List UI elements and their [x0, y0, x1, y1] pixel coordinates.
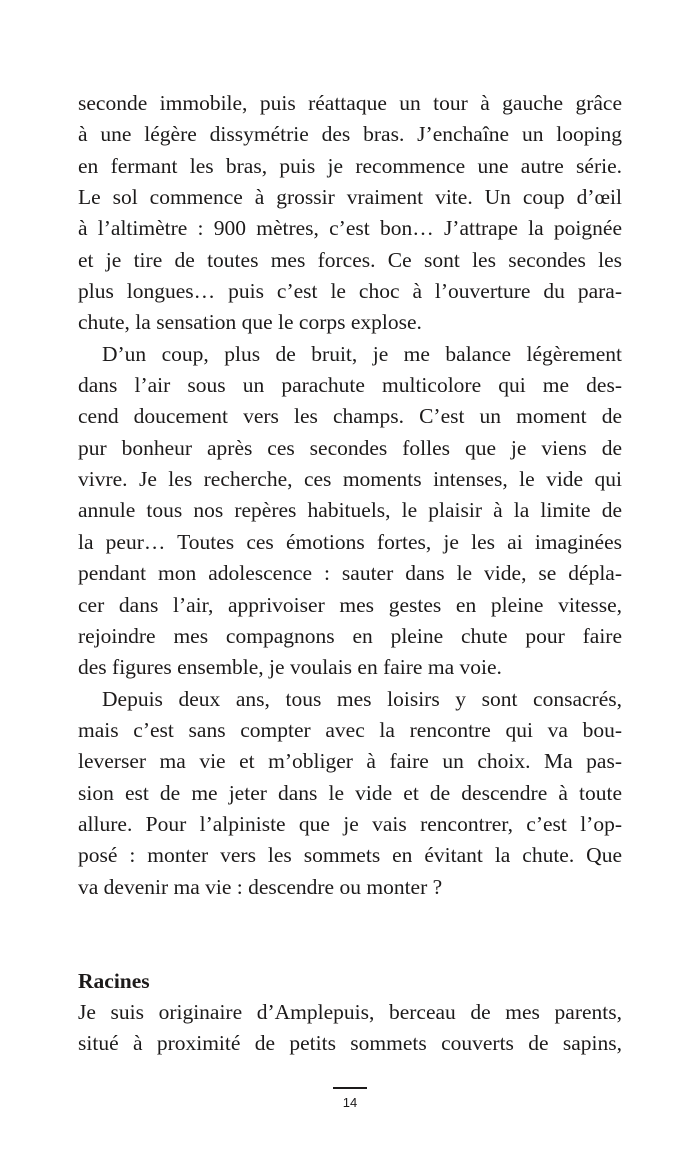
text-line: cer dans l’air, apprivoiser mes gestes en pleine vitesse, [78, 592, 622, 617]
section-spacer [78, 903, 622, 966]
text-line: mais c’est sans compter avec la rencontre qui va bou- [78, 717, 622, 742]
text-line: Je suis originaire d’Amplepuis, berceau de mes parents, [78, 999, 622, 1024]
section-heading: Racines [78, 968, 150, 993]
text-line: et je tire de toutes mes forces. Ce sont les secondes les [78, 247, 622, 272]
text-line: seconde immobile, puis réattaque un tour à gauche grâce [78, 91, 622, 115]
text-line: cend doucement vers les champs. C’est un moment de [78, 404, 622, 429]
text-line: Depuis deux ans, tous mes loisirs y sont consacrés, [102, 686, 622, 711]
text-line: en fermant les bras, puis je recommence une autre série. [78, 153, 622, 178]
text-line: D’un coup, plus de bruit, je me balance légèrement [102, 341, 622, 366]
text-line: pendant mon adolescence : sauter dans le vide, se dépla- [78, 561, 622, 586]
page-number: 14 [342, 1095, 358, 1110]
text-line: plus longues… puis c’est le choc à l’ouverture du para- [78, 279, 622, 304]
text-line: leverser ma vie et m’obliger à faire un choix. Ma pas- [78, 749, 622, 774]
text-line: chute, la sensation que le corps explose. [78, 310, 422, 335]
text-line: à l’altimètre : 900 mètres, c’est bon… J’attrape la poignée [78, 216, 622, 241]
text-line: des figures ensemble, je voulais en faire ma voie. [78, 655, 502, 680]
text-line: pur bonheur après ces secondes folles que je viens de [78, 435, 622, 460]
footer-rule [333, 1087, 367, 1089]
text-line: à une légère dissymétrie des bras. J’enchaîne un looping [78, 122, 622, 147]
paragraph-3 [78, 684, 622, 903]
section-racines [78, 966, 622, 1060]
text-line: posé : monter vers les sommets en évitant la chute. Que [78, 843, 622, 868]
page-text [78, 88, 622, 1060]
text-line: va devenir ma vie : descendre ou monter ? [78, 874, 443, 899]
text-line: allure. Pour l’alpiniste que je vais rencontrer, c’est l’op- [78, 811, 622, 836]
text-line: la peur… Toutes ces émotions fortes, je les ai imaginées [78, 529, 622, 554]
text-line: sion est de me jeter dans le vide et de descendre à toute [78, 780, 622, 805]
text-line: dans l’air sous un parachute multicolore qui me des- [78, 373, 622, 398]
text-line: situé à proximité de petits sommets couverts de sapins, [78, 1031, 622, 1056]
paragraph-1 [78, 88, 622, 339]
text-line: vivre. Je les recherche, ces moments intenses, le vide qui [78, 467, 622, 492]
text-line: Le sol commence à grossir vraiment vite. Un coup d’œil [78, 185, 622, 210]
paragraph-2 [78, 339, 622, 684]
text-line: annule tous nos repères habituels, le plaisir à la limite de [78, 498, 622, 523]
page-footer [333, 1087, 367, 1111]
text-line: rejoindre mes compagnons en pleine chute pour faire [78, 623, 622, 648]
